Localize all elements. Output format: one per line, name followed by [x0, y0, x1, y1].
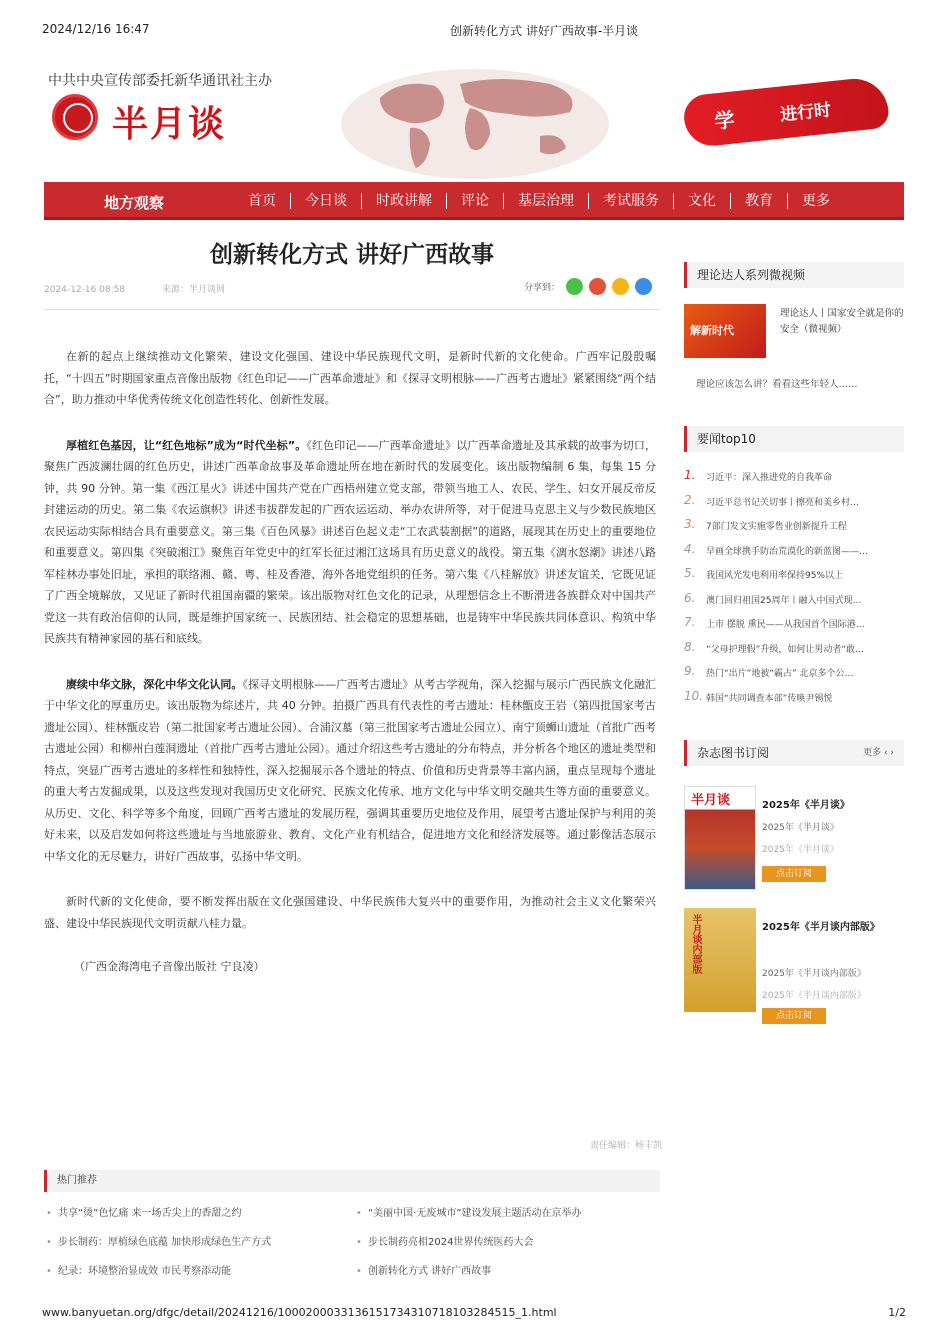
paragraph-text: 新时代新的文化使命，要不断发挥出版在文化强国建设、中华民族伟大复兴中的重要作用，为推动社会主义文化繁荣兴盛、建设中华民族现代文明贡献八桂力量。 [44, 895, 656, 930]
article-paragraph [44, 891, 656, 934]
nav-item-more[interactable]: 更多 [802, 193, 830, 209]
video-desc[interactable]: 理论达人丨国家安全就是你的安全（微视频） [780, 308, 904, 335]
top10-item-text: 上市 摆脱 熏民——从我国首个国际港… [706, 620, 865, 630]
top10-title: 要闻top10 [684, 426, 904, 452]
hot-item[interactable]: • “美丽中国·无废城市”建设发展主题活动在京举办 [354, 1203, 660, 1225]
hot-title: 热门推荐 [44, 1170, 660, 1192]
paragraph-lead: 赓续中华文脉，深化中华文化认同。 [66, 677, 243, 691]
print-url: www.banyuetan.org/dfgc/detail/20241216/1000200033136151734310718103284515_1.html [42, 1306, 557, 1319]
video-thumbnail[interactable] [684, 304, 766, 358]
top10-item[interactable]: 7. 上市 摆脱 熏民——从我国首个国际港… [684, 617, 865, 630]
top10-item[interactable]: 9. 热门“出片”地被“霸占” 北京多个公… [684, 666, 854, 679]
nav-item-culture[interactable]: 文化 [674, 193, 731, 209]
magazine-line2: 2025年《半月谈内部版》 [762, 991, 866, 1001]
top10-item-text: 我国风光发电利用率保持95%以上 [706, 571, 844, 581]
main-nav [44, 182, 904, 220]
nav-item-education[interactable]: 教育 [731, 193, 788, 209]
world-map-illustration [340, 68, 610, 180]
magazine-title-text: 杂志图书订阅 [697, 746, 770, 760]
subscribe-button[interactable]: 点击订阅 [762, 1008, 826, 1024]
nav-item-politics[interactable]: 时政讲解 [362, 193, 447, 209]
site-banner [44, 60, 904, 182]
top10-item[interactable]: 5. 我国风光发电利用率保持95%以上 [684, 568, 844, 581]
study-text: 进行时 [779, 100, 833, 126]
cover-title: 半月谈 [691, 793, 731, 808]
print-page-title: 创新转化方式 讲好广西故事-半月谈 [450, 24, 639, 38]
nav-item-exam[interactable]: 考试服务 [589, 193, 674, 209]
qzone-icon[interactable] [612, 278, 629, 295]
print-page-number: 1/2 [888, 1306, 906, 1319]
study-campaign-banner[interactable] [682, 75, 890, 148]
video-section-title: 理论达人系列微视频 [684, 262, 904, 288]
magazine-name[interactable]: 2025年《半月谈》 [762, 800, 850, 811]
hot-item[interactable]: • 创新转化方式 讲好广西故事 [354, 1261, 660, 1283]
nav-item-home[interactable]: 首页 [234, 193, 291, 209]
share-label: 分享到： [524, 283, 561, 293]
more-share-icon[interactable] [635, 278, 652, 295]
print-header [42, 22, 906, 40]
wechat-icon[interactable] [566, 278, 583, 295]
article-date: 2024-12-16 08:58 [44, 285, 126, 295]
top10-item-text: 韩国“共同调查本部”传唤尹锡悦 [706, 693, 833, 704]
weibo-icon[interactable] [589, 278, 606, 295]
top10-item-text: 7部门发文实施零售业创新提升工程 [706, 522, 847, 532]
article-title: 创新转化方式 讲好广西故事 [209, 242, 494, 268]
top10-item[interactable]: 6. 澳门回归祖国25周年丨融入中国式现… [684, 592, 862, 606]
nav-item-governance[interactable]: 基层治理 [504, 193, 589, 209]
responsible-editor: 责任编辑：杨丰凯 [590, 1141, 663, 1151]
hot-item[interactable]: • 共享“烫”色忆痛 来一场舌尖上的香甜之约 [44, 1203, 354, 1225]
cover-title: 半月谈内部版 [690, 914, 701, 974]
article-body [44, 346, 656, 1002]
more-label: 更多 [863, 748, 882, 758]
article-signature: （广西金海湾电子音像出版社 宁良凌） [74, 960, 265, 973]
top10-item[interactable]: 1. 习近平：深入推进党的自我革命 [684, 470, 833, 483]
top10-item-text: “父母护理假”升级，如何让男动者“敢… [706, 644, 864, 655]
magazine-line2: 2025年《半月谈》 [762, 845, 839, 855]
top10-item-text: 习近平总书记关切事丨擦亮和美乡村… [706, 497, 860, 508]
sidebar-magazine [684, 740, 904, 1021]
site-logo-name: 半月谈 [112, 103, 227, 145]
magazine-more-link[interactable]: 更多 ‹ › [863, 748, 894, 758]
article-paragraph [44, 435, 656, 650]
globe-logo-icon [52, 94, 98, 140]
magazine-line1: 2025年《半月谈》 [762, 823, 839, 833]
top10-item[interactable]: 10. 韩国“共同调查本部”传唤尹锡悦 [684, 690, 833, 704]
top10-item-text: 习近平：深入推进党的自我革命 [706, 473, 833, 483]
nav-item-today[interactable]: 今日谈 [291, 193, 362, 209]
sidebar-top10 [684, 426, 904, 715]
hot-recommendations [44, 1170, 660, 1283]
print-datetime: 2024/12/16 16:47 [42, 22, 150, 36]
nav-region-label[interactable]: 地方观察 [104, 194, 165, 212]
top10-item-text: 澳门回归祖国25周年丨融入中国式现… [706, 595, 862, 606]
paragraph-text: 《红色印记——广西革命遗址》以广西革命遗址及其承载的故事为切口，聚焦广西波澜壮阔的红色历史，讲述广西革命故事及革命遗址所在地在新时代的发展变化。该出版物编制 6 集，每集 15 分钟，共 90 分钟。第一集《西江星火》讲述中国共产党在广西梧州建立党支部，带领当地工人、农民、学生、妇女开展反帝反封建运动的历史。第二集《农运旗帜》讲述韦拔群发起的广西农运运动、举办农讲所等，对于促进马克思主义与少数民族地区农民运动实际相结合具有重要意义。第三集《百色风暴》讲述百色起义走“工农武装割据”的道路，展现其在历史上的重要地位和重要意义。第四集《突破湘江》聚焦百年党史中的红军长征过湘江这场具有历史意义的战役。第五集《漓水怒潮》讲述八路军桂林办事处旧址，承担的联络湘、赣、粤、桂及香港、海外各地党组织的任务。第六集《八桂解放》讲述友谊关，它既见证了广西全境解放，又见证了新时代祖国南疆的繁荣。该出版物对红色文化的记录，从理想信念上不断滑进各族群众对中国共产党这一共有政治信仰的认同，既是维护国家统一、民族团结、社会稳定的思想基础，也是铸牢中华民族共同体意识、构筑中华民族共有精神家园的基石和底线。 [44, 438, 656, 645]
magazine-name[interactable]: 2025年《半月谈内部版》 [762, 922, 880, 933]
top10-item[interactable]: 4. 早画全球携手防治荒漠化的新蓝图——… [684, 543, 869, 557]
study-char: 学 [713, 107, 736, 134]
nav-item-comment[interactable]: 评论 [447, 193, 504, 209]
magazine-cover[interactable] [684, 908, 756, 1012]
hot-item[interactable]: • 步长制药：厚植绿色底蕴 加快形成绿色生产方式 [44, 1232, 354, 1254]
top10-item-text: 热门“出片”地被“霸占” 北京多个公… [706, 669, 854, 679]
share-bar [524, 278, 652, 295]
article-source: 来源：半月谈网 [161, 285, 225, 295]
top10-item-text: 早画全球携手防治荒漠化的新蓝图——… [706, 546, 869, 557]
magazine-line1: 2025年《半月谈内部版》 [762, 969, 866, 979]
title-divider [44, 309, 660, 310]
subscribe-button[interactable]: 点击订阅 [762, 866, 826, 882]
top10-item[interactable]: 3. 7部门发文实施零售业创新提升工程 [684, 519, 847, 532]
top10-item[interactable]: 2. 习近平总书记关切事丨擦亮和美乡村… [684, 494, 860, 508]
hot-item[interactable]: • 纪录：环境整治显成效 市民考察添动能 [44, 1261, 354, 1283]
site-logo[interactable] [50, 92, 270, 144]
site-slogan: 中共中央宣传部委托新华通讯社主办 [48, 73, 272, 89]
article-paragraph [44, 346, 656, 411]
paragraph-lead: 厚植红色基因，让“红色地标”成为“时代坐标”。 [66, 438, 307, 452]
hot-item[interactable]: • 步长制药亮相2024世界传统医药大会 [354, 1232, 660, 1254]
print-footer [42, 1306, 906, 1319]
paragraph-text: 在新的起点上继续推动文化繁荣、建设文化强国、建设中华民族现代文明，是新时代新的文化使命。广西牢记殷殷嘱托，“十四五”时期国家重点音像出版物《红色印记——广西革命遗址》和《探寻文明根脉——广西考古遗址》紧紧围绕“两个结合”，助力推动中华优秀传统文化创造性转化、创新性发展。 [44, 350, 656, 406]
article-meta [44, 282, 259, 295]
article-paragraph [44, 674, 656, 868]
magazine-cover[interactable] [684, 786, 756, 890]
video-desc-2[interactable]: 理论应该怎么讲？看看这些年轻人…… [696, 379, 858, 390]
sidebar-video-section [684, 262, 904, 390]
magazine-item [684, 786, 904, 894]
paragraph-text: 《探寻文明根脉——广西考古遗址》从考古学视角，深入挖掘与展示广西民族文化融汇于中华文化的厚重历史。该出版物为综述片，共 40 分钟。拍摄广西具有代表性的考古遗址：桂林甑皮王岩（第四批国家考古遗址公园）、桂林甑皮岩（第二批国家考古遗址公园）、合浦汉墓（第三批国家考古遗址公园立）、南宁顶蛳山遗址（首批广西考古遗址公园）和柳州白莲洞遗址（首批广西考古遗址公园）。通过介绍这些考古遗址的分布特点，并分析各个地区的遗址类型和特点，突显广西考古遗址的多样性和独特性，深入挖掘展示各个遗址的特点、价值和历史背景等丰富内涵，重点呈现每个遗址的重大考古发掘成果，以及这些发现对我国历史文化研究、民族文化传承、地方文化与中华文明交融共生等方面的重要意义。从历史、文化、科学等多个角度，回顾广西考古遗址的发展历程，强调其重要历史地位及作用，展望考古遗址保护与利用的美好未来，以及启发如何将这些遗址与当地旅游业、教育、文化产业有机结合，促进地方文化和经济发展等。通过影像活态展示中华文化的无尽魅力，讲好广西故事，弘扬中华文明。 [44, 677, 657, 863]
magazine-title [684, 740, 904, 766]
magazine-item [684, 908, 904, 1021]
top10-item[interactable]: 8. “父母护理假”升级，如何让男动者“敢… [684, 641, 864, 655]
